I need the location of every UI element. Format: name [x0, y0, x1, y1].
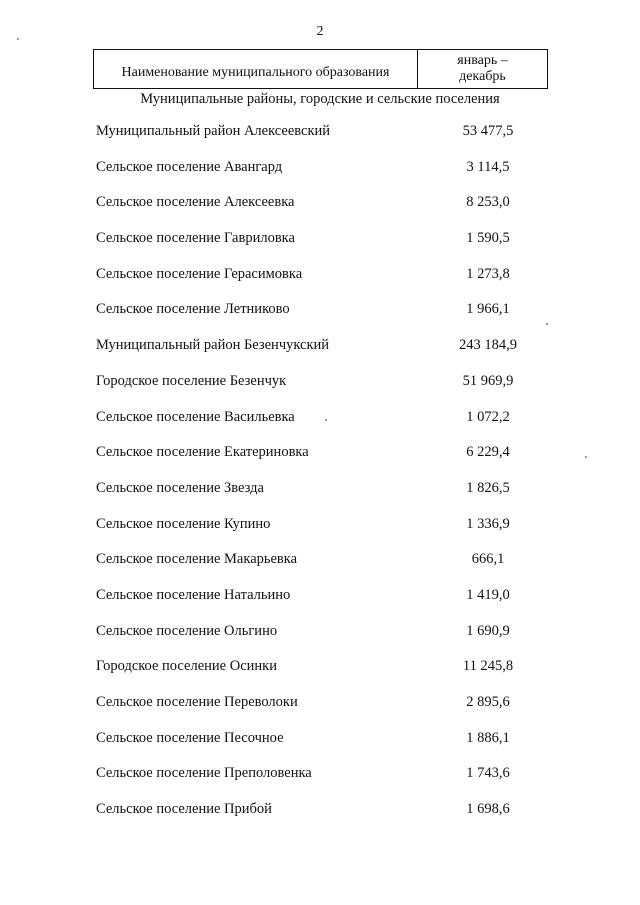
table-row: [0, 263, 640, 299]
row-name: Сельское поселение Ольгино: [96, 622, 278, 639]
row-name: Городское поселение Безенчук: [96, 372, 287, 389]
table-row: [0, 655, 640, 691]
row-name: Сельское поселение Переволоки: [96, 694, 298, 710]
row-value: 1 336,9: [466, 515, 510, 532]
row-value: 53 477,5: [462, 123, 514, 139]
row-name: Сельское поселение Звезда: [96, 479, 264, 496]
table-row: [0, 334, 640, 370]
table-row: [0, 441, 640, 477]
row-name: Сельское поселение Прибой: [96, 801, 272, 818]
row-name: Сельское поселение Гавриловка: [96, 230, 295, 247]
row-name: Городское поселение Осинки: [96, 658, 277, 675]
table-row: [0, 406, 640, 442]
row-value: 2 895,6: [466, 694, 510, 710]
page-number: 2: [316, 24, 324, 39]
table-row: [0, 120, 640, 156]
period-line-1: январь –: [457, 53, 508, 68]
table-header: [93, 49, 548, 89]
row-value: 1 273,8: [466, 265, 510, 282]
row-name: Сельское поселение Преполовенка: [96, 765, 312, 782]
table-row: [0, 227, 640, 263]
table-row: [0, 477, 640, 513]
data-table: [0, 120, 640, 834]
row-value: 6 229,4: [466, 444, 510, 461]
row-name: Муниципальный район Алексеевский: [96, 123, 331, 139]
row-value: 666,1: [471, 551, 505, 568]
row-name: Сельское поселение Натальино: [96, 586, 291, 603]
row-value: 243 184,9: [459, 337, 517, 354]
table-row: [0, 727, 640, 763]
row-value: 3 114,5: [466, 158, 510, 175]
table-row: [0, 298, 640, 334]
row-value: 1 743,6: [466, 765, 510, 782]
row-name: Сельское поселение Авангард: [96, 158, 283, 175]
row-value: 1 419,0: [466, 586, 510, 603]
row-name: Сельское поселение Летниково: [96, 301, 290, 318]
table-row: [0, 620, 640, 656]
table-row: [0, 798, 640, 834]
table-row: [0, 584, 640, 620]
row-name: Сельское поселение Васильевка: [96, 408, 295, 425]
row-value: 1 072,2: [466, 408, 510, 425]
row-value: 1 966,1: [466, 301, 510, 318]
column-header-period: [418, 50, 547, 88]
row-name: Сельское поселение Алексеевка: [96, 194, 295, 211]
row-value: 1 690,9: [466, 622, 510, 639]
row-name: Сельское поселение Купино: [96, 515, 271, 532]
table-row: [0, 548, 640, 584]
table-row: [0, 691, 640, 727]
row-value: 11 245,8: [462, 658, 514, 675]
scan-speck: [17, 38, 19, 40]
table-row: [0, 513, 640, 549]
table-row: [0, 156, 640, 192]
table-row: [0, 762, 640, 798]
table-row: [0, 191, 640, 227]
row-name: Муниципальный район Безенчукский: [96, 337, 330, 354]
section-title: Муниципальные районы, городские и сельские поселения: [140, 91, 500, 107]
row-value: 1 590,5: [466, 230, 510, 247]
row-name: Сельское поселение Песочное: [96, 729, 284, 746]
row-value: 1 698,6: [466, 801, 510, 818]
scan-speck: [325, 419, 327, 421]
row-value: 1 886,1: [466, 729, 510, 746]
period-line-2: декабрь: [459, 69, 506, 84]
row-name: Сельское поселение Макарьевка: [96, 551, 298, 568]
row-value: 1 826,5: [466, 479, 510, 496]
table-row: [0, 370, 640, 406]
row-name: Сельское поселение Герасимовка: [96, 265, 303, 282]
scan-speck: [585, 456, 587, 458]
column-header-name: Наименование муниципального образования: [94, 50, 418, 88]
row-name: Сельское поселение Екатериновка: [96, 444, 309, 461]
row-value: 8 253,0: [466, 194, 510, 211]
row-value: 51 969,9: [462, 372, 514, 389]
scan-speck: [546, 323, 548, 325]
